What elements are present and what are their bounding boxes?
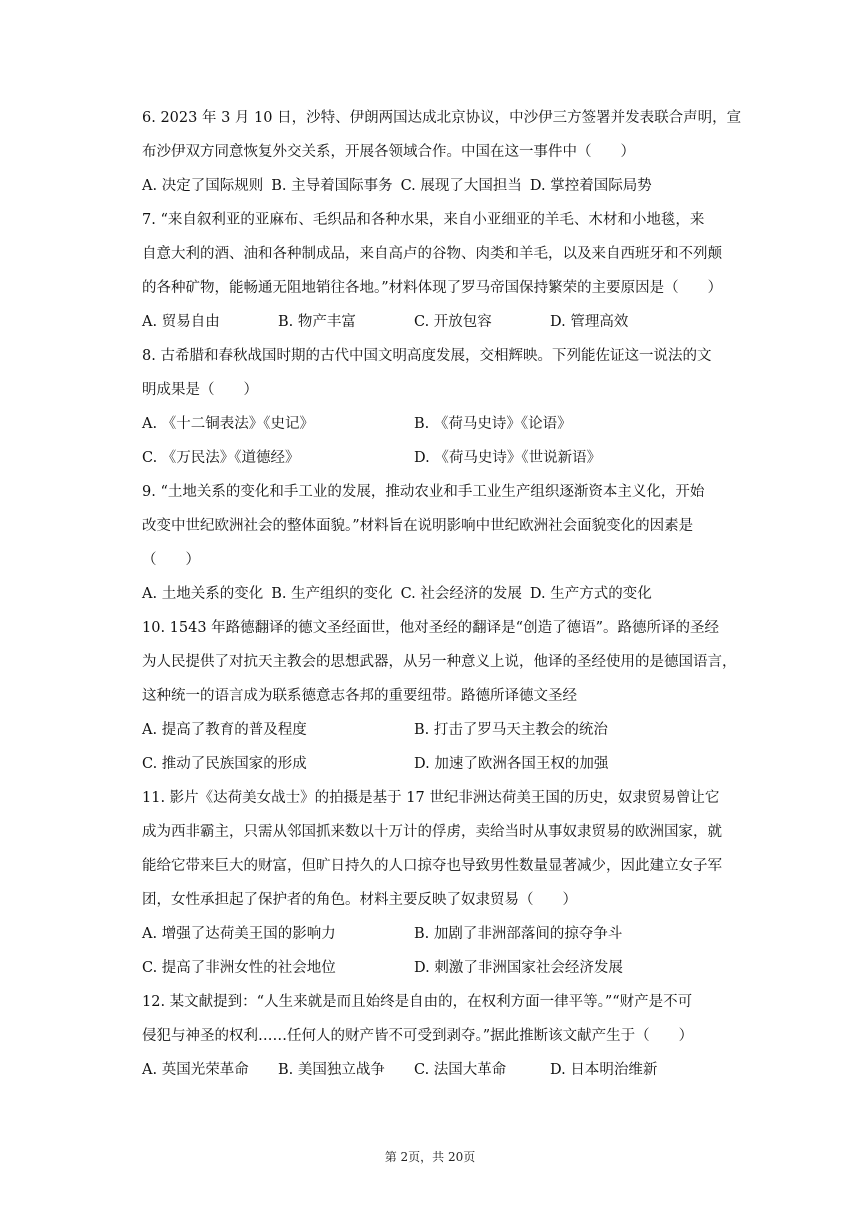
answer-option[interactable]: C. 展现了大国担当 [400,178,522,194]
answer-option[interactable]: B. 打击了罗马天主教会的统治 [414,722,608,738]
answer-option[interactable]: B. 美国独立战争 [278,1062,385,1078]
answer-option[interactable]: A. 《十二铜表法》《史记》 [142,416,314,432]
answer-option[interactable]: C. 法国大革命 [414,1062,507,1078]
question-text-line: 团，女性承担起了保护者的角色。材料主要反映了奴隶贸易（ ） [142,892,577,908]
question-text-line: 11. 影片《达荷美女战士》的拍摄是基于 17 世纪非洲达荷美王国的历史，奴隶贸易曾让它 [142,790,720,806]
question-text-line: 为人民提供了对抗天主教会的思想武器，从另一种意义上说，他译的圣经使用的是德国语言， [142,654,737,670]
answer-option[interactable]: C. 《万民法》《道德经》 [142,450,300,466]
question-text-line: 这种统一的语言成为联系德意志各邦的重要纽带。路德所译德文圣经 [142,688,577,704]
question-text-line: 明成果是（ ） [142,382,258,398]
page-footer: 第 2页，共 20页 [384,1150,476,1164]
answer-option[interactable]: D. 刺激了非洲国家社会经济发展 [414,960,623,976]
answer-option[interactable]: D. 掌控着国际局势 [529,178,652,194]
answer-option[interactable]: A. 增强了达荷美王国的影响力 [142,926,336,942]
question-text-line: 6. 2023 年 3 月 10 日，沙特、伊朗两国达成北京协议，中沙伊三方签署并发表联合声明，宣 [142,110,742,126]
answer-option[interactable]: C. 推动了民族国家的形成 [142,756,307,772]
answer-option[interactable]: A. 英国光荣革命 [142,1062,249,1078]
answer-options-row [142,1060,782,1094]
question-list [142,108,782,1094]
answer-option[interactable]: A. 提高了教育的普及程度 [142,722,307,738]
question-text-line: 的各种矿物，能畅通无阻地销往各地。”材料体现了罗马帝国保持繁荣的主要原因是（ ） [142,280,723,296]
question-block [142,108,782,210]
question-text-line: 能给它带来巨大的财富，但旷日持久的人口掠夺也导致男性数量显著减少，因此建立女子军 [142,858,722,874]
answer-options-row [142,176,782,210]
question-block [142,210,782,346]
answer-option[interactable]: B. 主导着国际事务 [271,178,393,194]
answer-option[interactable]: A. 土地关系的变化 [142,586,264,602]
answer-option[interactable]: D. 日本明治维新 [550,1062,658,1078]
answer-option[interactable]: C. 开放包容 [414,314,492,330]
answer-options-row [142,312,782,346]
answer-options-row [142,414,782,448]
question-text-line: 12. 某文献提到：“人生来就是而且始终是自由的，在权利方面一律平等。”“财产是不可 [142,994,693,1010]
answer-options-row [142,448,782,482]
question-text-line: 侵犯与神圣的权利……任何人的财产皆不可受到剥夺。”据此推断该文献产生于（ ） [142,1028,694,1044]
question-text-line: 8. 古希腊和春秋战国时期的古代中国文明高度发展，交相辉映。下列能佐证这一说法的文 [142,348,712,364]
answer-options-row [142,754,782,788]
answer-option[interactable]: D. 《荷马史诗》《世说新语》 [414,450,602,466]
question-block [142,788,782,992]
question-text-line: 10. 1543 年路德翻译的德文圣经面世，他对圣经的翻译是“创造了德语”。路德所译的圣经 [142,620,720,636]
answer-option[interactable]: B. 物产丰富 [278,314,356,330]
answer-options-row [142,924,782,958]
answer-options-row [142,958,782,992]
answer-option[interactable]: C. 社会经济的发展 [400,586,522,602]
answer-option[interactable]: B. 加剧了非洲部落间的掠夺争斗 [414,926,623,942]
answer-option[interactable]: D. 管理高效 [550,314,629,330]
answer-option[interactable]: D. 生产方式的变化 [529,586,652,602]
question-block [142,482,782,618]
answer-option[interactable]: A. 决定了国际规则 [142,178,264,194]
answer-option[interactable]: B. 生产组织的变化 [271,586,393,602]
answer-option[interactable]: A. 贸易自由 [142,314,220,330]
answer-option[interactable]: C. 提高了非洲女性的社会地位 [142,960,336,976]
question-text-line: 7. “来自叙利亚的亚麻布、毛织品和各种水果，来自小亚细亚的羊毛、木材和小地毯，来 [142,212,705,228]
question-text-line: 改变中世纪欧洲社会的整体面貌。”材料旨在说明影响中世纪欧洲社会面貌变化的因素是 [142,518,694,534]
answer-options-row [142,584,782,618]
question-text-line: 成为西非霸主，只需从邻国抓来数以十万计的俘虏，卖给当时从事奴隶贸易的欧洲国家，就 [142,824,722,840]
question-text-line: 自意大利的酒、油和各种制成品，来自高卢的谷物、肉类和羊毛，以及来自西班牙和不列颠 [142,246,722,262]
question-text-line: （ ） [142,552,200,568]
question-block [142,618,782,788]
question-text-line: 9. “土地关系的变化和手工业的发展，推动农业和手工业生产组织逐渐资本主义化，开始 [142,484,705,500]
answer-option[interactable]: D. 加速了欧洲各国王权的加强 [414,756,609,772]
question-block [142,992,782,1094]
answer-option[interactable]: B. 《荷马史诗》《论语》 [414,416,572,432]
answer-options-row [142,720,782,754]
question-text-line: 布沙伊双方同意恢复外交关系，开展各领域合作。中国在这一事件中（ ） [142,144,635,160]
question-block [142,346,782,482]
